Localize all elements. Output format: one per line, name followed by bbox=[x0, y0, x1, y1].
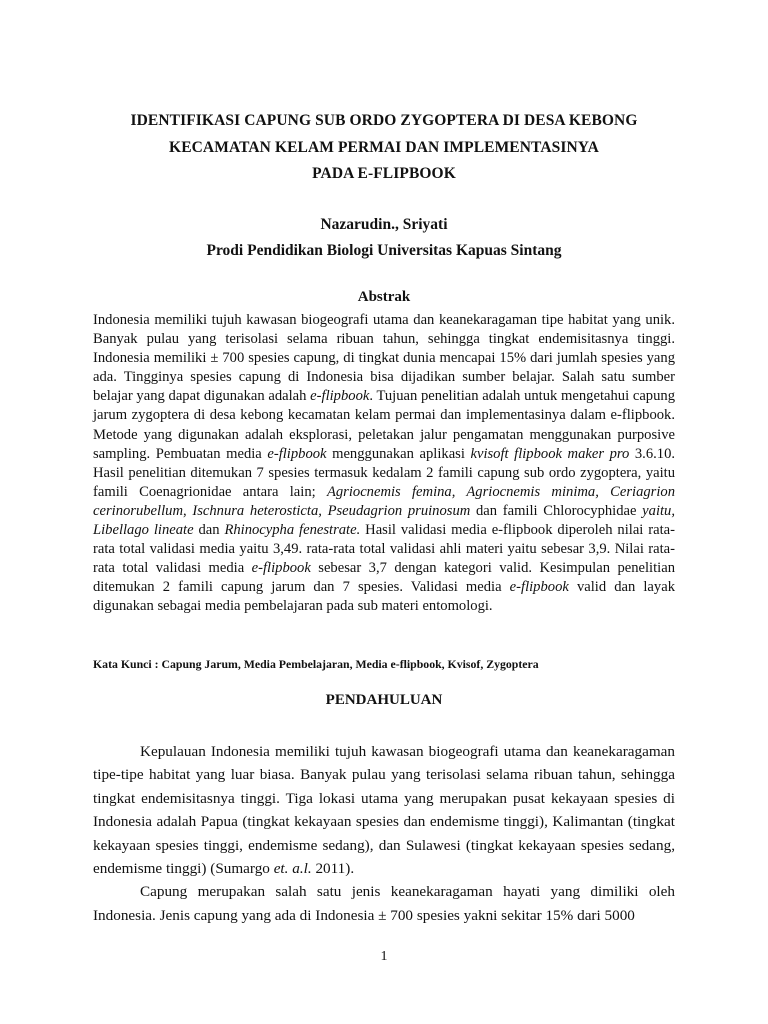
body-paragraph-2 bbox=[93, 880, 675, 927]
page-number: 1 bbox=[380, 949, 388, 964]
citation-italic: et. a.l. bbox=[273, 860, 312, 878]
author-block bbox=[80, 212, 688, 264]
abstract-species-name: Rhinocypha fenestrate. bbox=[224, 522, 361, 539]
paragraph-text: 2011). bbox=[311, 860, 355, 878]
abstract-text-segment: menggunakan aplikasi bbox=[326, 445, 471, 462]
paper-title bbox=[80, 108, 688, 188]
body-paragraph-1 bbox=[93, 740, 675, 880]
author-names: Nazarudin., Sriyati bbox=[320, 216, 448, 233]
section-heading: PENDAHULUAN bbox=[325, 692, 443, 708]
abstract-heading: Abstrak bbox=[357, 289, 411, 305]
body-text bbox=[93, 740, 675, 927]
abstract-italic-term: e-flipbook bbox=[310, 388, 370, 405]
paragraph-text: Capung merupakan salah satu jenis keanekaragaman hayati yang dimiliki oleh Indonesia. Jenis capung yang ada di Indonesia ± 700 spesies yakni sekitar 15% dari 5000 bbox=[93, 883, 675, 924]
abstract-text-segment: dan bbox=[193, 522, 225, 539]
abstract-species-name: Ceriagrion cerinorubellum bbox=[93, 483, 676, 519]
keywords-line: Kata Kunci : Capung Jarum, Media Pembelajaran, Media e-flipbook, Kvisof, Zygoptera bbox=[93, 657, 539, 671]
abstract-italic-term: kvisoft flipbook maker pro bbox=[470, 445, 630, 462]
abstract-text-segment: Indonesia memiliki tujuh kawasan biogeografi utama dan keanekaragaman tipe habitat yang unik. Banyak pulau yang terisolasi selama ribuan tahun, sehingga tingkat endemisitasnya tinggi. Indonesia memiliki ± 700 spesies capung, di tingkat dunia mencapai 15% dari jumlah spesies yang ada. Tingginya spesies capung di Indonesia bisa dijadikan sumber belajar. Salah satu sumber belajar yang dapat digunakan adalah bbox=[93, 312, 675, 405]
author-affiliation: Prodi Pendidikan Biologi Universitas Kapuas Sintang bbox=[206, 242, 562, 259]
abstract-italic-term: e-flipbook bbox=[509, 579, 569, 596]
abstract-text-segment: , bbox=[182, 502, 193, 519]
abstract-text-segment: dan famili Chlorocyphidae bbox=[470, 502, 643, 519]
paragraph-text: Kepulauan Indonesia memiliki tujuh kawasan biogeografi utama dan keanekaragaman tipe-tipe habitat yang luar biasa. Banyak pulau yang terisolasi selama ribuan tahun, sehingga tingkat endemisitasnya tinggi. Tiga lokasi utama yang merupakan pusat kekayaan spesies di Indonesia adalah Papua (tingkat kekayaan spesies dan endemisme tinggi), Kalimantan (tingkat kekayaan spesies tinggi, endemisme sedang), dan Sulawesi (tingkat kekayaan spesies sedang, endemisme tinggi) (Sumargo bbox=[93, 743, 675, 878]
abstract-text-segment: 3.6.10. Hasil penelitian ditemukan 7 spesies termasuk kedalam 2 famili capung sub ordo zygoptera, yaitu famili Coenagrionidae antara lain; bbox=[93, 445, 676, 500]
abstract-text-segment: sebesar 3,7 dengan kategori valid. Kesimpulan penelitian ditemukan 2 famili capung jarum dan 7 spesies. Validasi media bbox=[93, 560, 675, 596]
abstract-species-name: yaitu, Libellago lineate bbox=[93, 502, 676, 539]
abstract-species-names: Ischnura heterosticta, Pseudagrion pruinosum bbox=[192, 502, 471, 519]
abstract-text-segment: . Tujuan penelitian adalah untuk mengetahui capung jarum zygoptera di desa kebong kecamatan kelam permai dan implementasinya dalam e-flipbook. Metode yang digunakan adalah eksplorasi, peletakan jalur pengamatan menggunakan purposive sampling. Pembuatan media bbox=[93, 388, 675, 462]
abstract-italic-term: e-flipbook bbox=[251, 560, 311, 577]
title-line-2: KECAMATAN KELAM PERMAI DAN IMPLEMENTASINYA bbox=[169, 138, 599, 156]
abstract-text-segment: Hasil validasi media e-flipbook diperoleh nilai rata-rata total validasi media yaitu 3,49. rata-rata total validasi ahli materi yaitu sebesar 3,9. Nilai rata-rata total validasi media bbox=[93, 522, 675, 577]
abstract-italic-term: e-flipbook bbox=[267, 445, 327, 462]
abstract-text-segment: valid dan layak digunakan sebagai media pembelajaran pada sub materi entomologi. bbox=[93, 579, 675, 615]
abstract-species-names: Agriocnemis femina, Agriocnemis minima, bbox=[326, 483, 599, 500]
abstract-text bbox=[93, 311, 675, 617]
title-line-1: IDENTIFIKASI CAPUNG SUB ORDO ZYGOPTERA DI DESA KEBONG bbox=[130, 112, 638, 129]
title-line-3: PADA E-FLIPBOOK bbox=[312, 165, 456, 182]
